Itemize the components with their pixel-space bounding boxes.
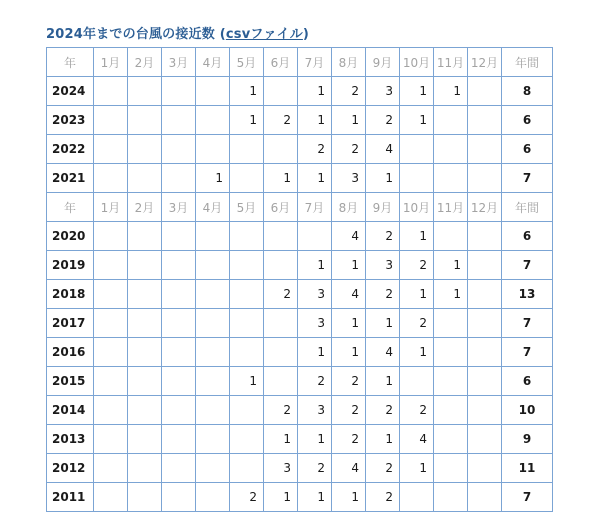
month-count-cell: 1 bbox=[400, 77, 434, 106]
month-count-cell: 1 bbox=[332, 251, 366, 280]
month-count-cell bbox=[94, 106, 128, 135]
csv-file-link[interactable]: csvファイル bbox=[225, 27, 303, 42]
month-count-cell: 1 bbox=[400, 338, 434, 367]
column-header: 4月 bbox=[196, 193, 230, 222]
month-count-cell bbox=[468, 396, 502, 425]
month-count-cell bbox=[162, 309, 196, 338]
table-row bbox=[47, 135, 553, 164]
annual-total-cell: 10 bbox=[502, 396, 553, 425]
month-count-cell bbox=[94, 396, 128, 425]
month-count-cell: 1 bbox=[366, 164, 400, 193]
month-count-cell: 1 bbox=[366, 425, 400, 454]
month-count-cell bbox=[434, 454, 468, 483]
month-count-cell bbox=[434, 222, 468, 251]
month-count-cell bbox=[230, 396, 264, 425]
column-header: 年間 bbox=[502, 193, 553, 222]
column-header: 3月 bbox=[162, 48, 196, 77]
column-header: 7月 bbox=[298, 193, 332, 222]
month-count-cell: 4 bbox=[332, 222, 366, 251]
month-count-cell: 1 bbox=[434, 280, 468, 309]
month-count-cell bbox=[230, 454, 264, 483]
column-header: 4月 bbox=[196, 48, 230, 77]
month-count-cell bbox=[468, 338, 502, 367]
table-row bbox=[47, 251, 553, 280]
month-count-cell bbox=[468, 222, 502, 251]
month-count-cell bbox=[400, 367, 434, 396]
month-count-cell: 2 bbox=[298, 367, 332, 396]
month-count-cell bbox=[230, 135, 264, 164]
column-header: 5月 bbox=[230, 48, 264, 77]
year-cell: 2021 bbox=[47, 164, 94, 193]
month-count-cell bbox=[230, 280, 264, 309]
month-count-cell: 2 bbox=[332, 367, 366, 396]
month-count-cell: 2 bbox=[264, 106, 298, 135]
month-count-cell bbox=[162, 367, 196, 396]
month-count-cell bbox=[162, 251, 196, 280]
month-count-cell: 1 bbox=[332, 309, 366, 338]
column-header: 7月 bbox=[298, 48, 332, 77]
table-row bbox=[47, 454, 553, 483]
year-cell: 2024 bbox=[47, 77, 94, 106]
month-count-cell: 1 bbox=[298, 164, 332, 193]
column-header: 9月 bbox=[366, 48, 400, 77]
year-cell: 2017 bbox=[47, 309, 94, 338]
column-header: 年 bbox=[47, 193, 94, 222]
month-count-cell bbox=[400, 135, 434, 164]
month-count-cell bbox=[128, 222, 162, 251]
month-count-cell: 1 bbox=[332, 106, 366, 135]
month-count-cell: 1 bbox=[332, 338, 366, 367]
year-cell: 2012 bbox=[47, 454, 94, 483]
month-count-cell bbox=[128, 77, 162, 106]
title-text: 2024年までの台風の接近数 ( bbox=[46, 27, 226, 42]
month-count-cell bbox=[94, 280, 128, 309]
month-count-cell bbox=[196, 483, 230, 512]
month-count-cell: 3 bbox=[298, 396, 332, 425]
month-count-cell bbox=[230, 164, 264, 193]
month-count-cell: 3 bbox=[366, 251, 400, 280]
month-count-cell bbox=[196, 338, 230, 367]
month-count-cell: 1 bbox=[298, 77, 332, 106]
month-count-cell bbox=[264, 135, 298, 164]
column-header: 3月 bbox=[162, 193, 196, 222]
month-count-cell bbox=[94, 309, 128, 338]
month-count-cell: 2 bbox=[366, 454, 400, 483]
month-count-cell bbox=[468, 164, 502, 193]
month-count-cell bbox=[196, 280, 230, 309]
month-count-cell bbox=[162, 338, 196, 367]
month-count-cell bbox=[94, 338, 128, 367]
month-count-cell bbox=[196, 309, 230, 338]
month-count-cell: 2 bbox=[366, 280, 400, 309]
month-count-cell bbox=[264, 222, 298, 251]
month-count-cell bbox=[196, 396, 230, 425]
month-count-cell bbox=[434, 164, 468, 193]
annual-total-cell: 6 bbox=[502, 222, 553, 251]
month-count-cell bbox=[162, 425, 196, 454]
month-count-cell bbox=[196, 222, 230, 251]
month-count-cell bbox=[468, 483, 502, 512]
month-count-cell: 4 bbox=[366, 338, 400, 367]
table-header-row bbox=[47, 193, 553, 222]
month-count-cell: 2 bbox=[298, 454, 332, 483]
month-count-cell bbox=[434, 135, 468, 164]
table-row bbox=[47, 106, 553, 135]
month-count-cell: 4 bbox=[366, 135, 400, 164]
month-count-cell: 1 bbox=[298, 483, 332, 512]
column-header: 10月 bbox=[400, 48, 434, 77]
month-count-cell bbox=[468, 280, 502, 309]
column-header: 6月 bbox=[264, 193, 298, 222]
column-header: 8月 bbox=[332, 193, 366, 222]
annual-total-cell: 6 bbox=[502, 135, 553, 164]
column-header: 12月 bbox=[468, 193, 502, 222]
month-count-cell bbox=[128, 483, 162, 512]
month-count-cell bbox=[94, 483, 128, 512]
title-suffix: ) bbox=[302, 27, 310, 42]
month-count-cell bbox=[230, 222, 264, 251]
month-count-cell bbox=[468, 251, 502, 280]
year-cell: 2023 bbox=[47, 106, 94, 135]
annual-total-cell: 6 bbox=[502, 367, 553, 396]
month-count-cell bbox=[94, 454, 128, 483]
month-count-cell: 1 bbox=[434, 251, 468, 280]
table-row bbox=[47, 338, 553, 367]
month-count-cell: 1 bbox=[230, 367, 264, 396]
column-header: 8月 bbox=[332, 48, 366, 77]
month-count-cell bbox=[162, 106, 196, 135]
column-header: 年間 bbox=[502, 48, 553, 77]
month-count-cell: 1 bbox=[400, 454, 434, 483]
column-header: 9月 bbox=[366, 193, 400, 222]
column-header: 1月 bbox=[94, 48, 128, 77]
month-count-cell bbox=[128, 338, 162, 367]
month-count-cell bbox=[128, 309, 162, 338]
month-count-cell bbox=[230, 425, 264, 454]
month-count-cell: 2 bbox=[298, 135, 332, 164]
month-count-cell bbox=[128, 425, 162, 454]
month-count-cell bbox=[298, 222, 332, 251]
annual-total-cell: 7 bbox=[502, 164, 553, 193]
column-header: 1月 bbox=[94, 193, 128, 222]
month-count-cell: 1 bbox=[298, 338, 332, 367]
annual-total-cell: 7 bbox=[502, 251, 553, 280]
year-cell: 2020 bbox=[47, 222, 94, 251]
month-count-cell: 2 bbox=[366, 106, 400, 135]
table-row bbox=[47, 77, 553, 106]
month-count-cell bbox=[162, 77, 196, 106]
month-count-cell: 2 bbox=[332, 135, 366, 164]
month-count-cell bbox=[196, 425, 230, 454]
month-count-cell: 2 bbox=[366, 222, 400, 251]
month-count-cell: 4 bbox=[332, 280, 366, 309]
month-count-cell bbox=[196, 367, 230, 396]
month-count-cell: 4 bbox=[332, 454, 366, 483]
month-count-cell bbox=[162, 222, 196, 251]
month-count-cell bbox=[230, 338, 264, 367]
month-count-cell bbox=[468, 425, 502, 454]
table-row bbox=[47, 483, 553, 512]
month-count-cell bbox=[128, 164, 162, 193]
month-count-cell: 1 bbox=[298, 425, 332, 454]
month-count-cell: 1 bbox=[400, 280, 434, 309]
year-cell: 2013 bbox=[47, 425, 94, 454]
month-count-cell bbox=[196, 77, 230, 106]
year-cell: 2014 bbox=[47, 396, 94, 425]
month-count-cell bbox=[196, 251, 230, 280]
annual-total-cell: 7 bbox=[502, 483, 553, 512]
month-count-cell bbox=[468, 309, 502, 338]
month-count-cell: 1 bbox=[264, 483, 298, 512]
month-count-cell: 2 bbox=[400, 309, 434, 338]
year-cell: 2022 bbox=[47, 135, 94, 164]
table-row bbox=[47, 222, 553, 251]
column-header: 11月 bbox=[434, 193, 468, 222]
month-count-cell bbox=[94, 135, 128, 164]
month-count-cell: 1 bbox=[366, 309, 400, 338]
month-count-cell bbox=[196, 106, 230, 135]
column-header: 2月 bbox=[128, 48, 162, 77]
month-count-cell: 3 bbox=[298, 280, 332, 309]
month-count-cell: 2 bbox=[264, 396, 298, 425]
month-count-cell bbox=[468, 454, 502, 483]
month-count-cell bbox=[434, 367, 468, 396]
month-count-cell: 3 bbox=[298, 309, 332, 338]
month-count-cell: 2 bbox=[332, 77, 366, 106]
month-count-cell: 4 bbox=[400, 425, 434, 454]
month-count-cell: 3 bbox=[264, 454, 298, 483]
month-count-cell bbox=[434, 338, 468, 367]
table-row bbox=[47, 367, 553, 396]
annual-total-cell: 11 bbox=[502, 454, 553, 483]
annual-total-cell: 7 bbox=[502, 338, 553, 367]
month-count-cell: 2 bbox=[400, 251, 434, 280]
month-count-cell bbox=[468, 77, 502, 106]
month-count-cell bbox=[94, 164, 128, 193]
month-count-cell bbox=[128, 135, 162, 164]
month-count-cell bbox=[434, 483, 468, 512]
month-count-cell: 3 bbox=[366, 77, 400, 106]
month-count-cell bbox=[434, 396, 468, 425]
month-count-cell bbox=[162, 164, 196, 193]
month-count-cell bbox=[128, 396, 162, 425]
month-count-cell bbox=[196, 454, 230, 483]
table-header-row bbox=[47, 48, 553, 77]
annual-total-cell: 7 bbox=[502, 309, 553, 338]
month-count-cell: 1 bbox=[400, 106, 434, 135]
month-count-cell: 2 bbox=[332, 396, 366, 425]
year-cell: 2016 bbox=[47, 338, 94, 367]
month-count-cell bbox=[434, 106, 468, 135]
annual-total-cell: 13 bbox=[502, 280, 553, 309]
year-cell: 2015 bbox=[47, 367, 94, 396]
month-count-cell bbox=[434, 425, 468, 454]
month-count-cell bbox=[230, 251, 264, 280]
year-cell: 2019 bbox=[47, 251, 94, 280]
annual-total-cell: 8 bbox=[502, 77, 553, 106]
month-count-cell bbox=[162, 483, 196, 512]
table-row bbox=[47, 396, 553, 425]
month-count-cell bbox=[128, 251, 162, 280]
month-count-cell: 1 bbox=[230, 106, 264, 135]
column-header: 11月 bbox=[434, 48, 468, 77]
month-count-cell: 3 bbox=[332, 164, 366, 193]
table-row bbox=[47, 280, 553, 309]
month-count-cell: 1 bbox=[230, 77, 264, 106]
month-count-cell: 1 bbox=[196, 164, 230, 193]
month-count-cell bbox=[400, 164, 434, 193]
month-count-cell bbox=[94, 77, 128, 106]
month-count-cell: 1 bbox=[400, 222, 434, 251]
month-count-cell bbox=[128, 454, 162, 483]
column-header: 10月 bbox=[400, 193, 434, 222]
year-cell: 2011 bbox=[47, 483, 94, 512]
month-count-cell bbox=[94, 425, 128, 454]
month-count-cell bbox=[468, 106, 502, 135]
column-header: 5月 bbox=[230, 193, 264, 222]
column-header: 12月 bbox=[468, 48, 502, 77]
month-count-cell: 1 bbox=[332, 483, 366, 512]
month-count-cell bbox=[162, 454, 196, 483]
month-count-cell: 1 bbox=[298, 251, 332, 280]
annual-total-cell: 9 bbox=[502, 425, 553, 454]
column-header: 年 bbox=[47, 48, 94, 77]
month-count-cell bbox=[264, 251, 298, 280]
column-header: 2月 bbox=[128, 193, 162, 222]
typhoon-approach-table bbox=[46, 47, 553, 512]
month-count-cell: 1 bbox=[366, 367, 400, 396]
month-count-cell: 2 bbox=[400, 396, 434, 425]
month-count-cell bbox=[434, 309, 468, 338]
month-count-cell bbox=[162, 280, 196, 309]
month-count-cell bbox=[162, 135, 196, 164]
month-count-cell: 1 bbox=[434, 77, 468, 106]
month-count-cell: 2 bbox=[230, 483, 264, 512]
month-count-cell: 2 bbox=[332, 425, 366, 454]
month-count-cell: 1 bbox=[264, 425, 298, 454]
month-count-cell: 1 bbox=[264, 164, 298, 193]
month-count-cell bbox=[264, 367, 298, 396]
month-count-cell bbox=[264, 309, 298, 338]
month-count-cell bbox=[468, 367, 502, 396]
table-row bbox=[47, 309, 553, 338]
month-count-cell bbox=[400, 483, 434, 512]
month-count-cell bbox=[162, 396, 196, 425]
year-cell: 2018 bbox=[47, 280, 94, 309]
month-count-cell bbox=[94, 251, 128, 280]
table-row bbox=[47, 425, 553, 454]
annual-total-cell: 6 bbox=[502, 106, 553, 135]
month-count-cell bbox=[94, 367, 128, 396]
month-count-cell bbox=[128, 280, 162, 309]
month-count-cell bbox=[128, 367, 162, 396]
month-count-cell: 1 bbox=[298, 106, 332, 135]
month-count-cell bbox=[196, 135, 230, 164]
page-title bbox=[46, 23, 309, 42]
month-count-cell bbox=[264, 338, 298, 367]
month-count-cell: 2 bbox=[366, 396, 400, 425]
month-count-cell: 2 bbox=[366, 483, 400, 512]
month-count-cell bbox=[94, 222, 128, 251]
month-count-cell bbox=[230, 309, 264, 338]
month-count-cell bbox=[468, 135, 502, 164]
month-count-cell bbox=[128, 106, 162, 135]
month-count-cell bbox=[264, 77, 298, 106]
month-count-cell: 2 bbox=[264, 280, 298, 309]
table-row bbox=[47, 164, 553, 193]
column-header: 6月 bbox=[264, 48, 298, 77]
